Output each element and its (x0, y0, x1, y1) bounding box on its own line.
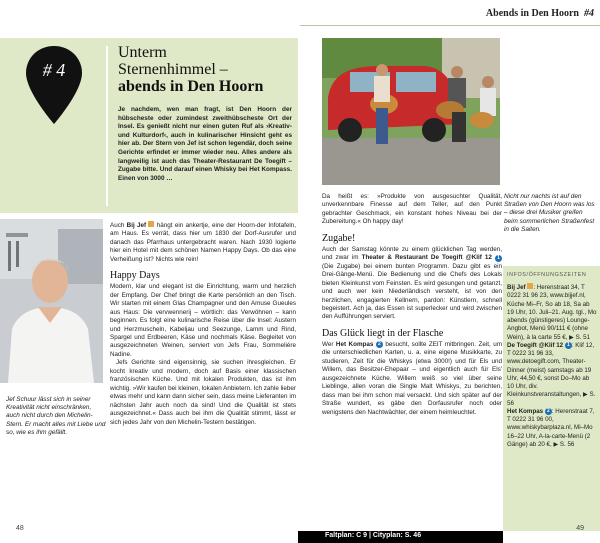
paragraph-happy-days: Modern, klar und elegant ist die Einrichtung, warm und herzlich der Empfang. Der Chef bringt die Karte persönlich an den Tisch. Wir starten mit einem Glas Champagner und den Amuse Gueules aus Haus: Die vervwennerij – wörtlich: das Verwöhnen – kann beginnen. Es folgt eine kulinarische Reise über die Insel: Austern und Herzmuscheln, Kabeljau und Seezunge, Lamm und Rind, Spargel und Erdbeeren, Käse und nochmals Käse. Begleitet von ausgezeichneten Weinen, serviert von Jefs Frau, Sommelière Nadine. (110, 283, 296, 358)
info-entry-name: Bij Jef (507, 284, 526, 291)
chef-photo (0, 219, 103, 383)
chapter-intro: Je nachdem, wen man fragt, ist Den Hoorn der hübscheste oder zumindest zweithübscheste Ort der Insel. Es genießt nicht nur einen guten Ruf als ›Kreativ- und Kulturdorf‹, auch in kulinarischer Hinsicht geht es hier ab. Der Stern von Jef ist schon legendär, doch seine Gerichte erfindet er immer wieder neu. Alles andere als langweilig ist auch das Theater-Restaurant De Toegift – Zugabe bitte. Und darauf einen Whisky bei Het Kompass. Einen von 3000 … (118, 106, 292, 182)
paragraph-happy-day: Da heißt es: »Produkte von ausgesuchter Qualität, unverkennbare Finesse auf dem Teller, auf den Punkt gebrachter Geschmack, ein konstant hohes Niveau bei der Zubereitung.« Oh happy day! (322, 193, 502, 226)
faltplan-reference: Faltplan: C 9 | Cityplan: S. 46 (325, 532, 422, 539)
heading-zugabe: Zugabe! (322, 232, 356, 244)
chapter-title-line3: abends in Den Hoorn (118, 78, 264, 95)
title-divider (106, 46, 108, 206)
venue-name-kompas: Het Kompas (335, 340, 374, 348)
info-entry-name: Het Kompas (507, 407, 544, 415)
paragraph-zugabe (322, 246, 502, 322)
info-entry-text: : Klif 12, T 0222 31 96 33, www.detoegift.com, Theater-Dinner (meist) samstags ab 19 Uhr, 44,50 €, sonst Do–Mo ab 10 Uhr, div. Kleinkunstveranstaltungen, ▶ S. 56 (507, 341, 596, 407)
running-header-number: #4 (584, 8, 594, 19)
running-header-title: Abends in Den Hoorn (485, 8, 579, 19)
info-box-title: INFOS/ÖFFNUNGSZEITEN (507, 272, 587, 278)
chapter-title-line2: Sternenhimmel – (118, 61, 228, 78)
article-column-right (322, 193, 502, 417)
venue-name-toegift: Theater & Restaurant De Toegift @Klif 12 (361, 254, 492, 262)
page-number-right: 49 (576, 525, 584, 532)
info-entry-bij-jef (507, 283, 597, 342)
running-header (486, 8, 594, 19)
text: besucht, sollte ZEIT mitbringen. Zeit, um die unterschiedlichen Karten, u. a. eine eigene Musikkarte, zu studieren, Zeit für die Whiskys (etwa 3000!) und für Els und Willem, das Besitzer-Ehepaar – und eigentlich auch für Els' ausgezeichnete Küche. Willem weiß so viel über seine Lieblinge, allen voran die Single Malt Whiskys, zu berichten, dass man bei ihm schon mal versackt. Und sich später auf der Straße wundert, es gäbe den Dorfausrufer noch oder wenigstens den Nachtwächter, der einem heimleuchtet. (322, 340, 502, 416)
marker-2-icon: 2 (545, 408, 552, 415)
page-number-left: 48 (16, 525, 24, 532)
musicians-photo-caption: Nicht nur nachts ist auf den Straßen von Den Hoorn was los – diese drei Musiker greifen beim sommerlichen Straßenfest in die Saiten. (504, 193, 595, 233)
venue-name-bij-jef: Bij Jef (126, 222, 147, 229)
paragraph-gerichte: Jefs Gerichte sind eigensinnig, sie suchen ihresgleichen. Er kocht kreativ und modern, doch auf Basis einer klassischen französischen Küche. Und mit lokalen Produkten, das ist ihm wichtig. »Wir kaufen bei kleinen, lokalen Anbietern. Ich zahle lieber etwas mehr und kann dann sicher sein, dass meine Lieferanten im nächsten Jahr auch noch da sind! Und die Qualität ist stets ausgezeichnet.« Dass auch bei ihm die Qualität stimmt, lässt er sich jedes Jahr von den Michelin-Testern bestätigen. (110, 359, 296, 426)
paragraph-kompas (322, 341, 502, 417)
header-rule (300, 25, 600, 26)
chef-photo-caption: Jef Schuur lässt sich in seiner Kreativität nicht einschränken, auch nicht durch den Michelin-Stern. Er macht alles mit Liebe und so, wie es ihm gefällt. (6, 396, 106, 436)
marker-1-icon: 1 (495, 255, 502, 262)
marker-1-icon: 1 (565, 342, 572, 349)
marker-2-icon: 2 (376, 341, 383, 348)
info-entry-name: De Toegift @Klif 12 (507, 341, 564, 349)
text: hängt ein ankertje, eine der Hoorn-der Infotafeln, am Haus. Es verrät, dass hier um 1830 der Dorf-Ausrufer und danach das Pfarrhaus untergebracht waren. Nach 1930 logierte hier ein Hotel mit dem schönen Namen Happy Days. Ob das eine Verheißung ist? Nichts wie rein! (110, 222, 296, 263)
location-pin-icon (24, 44, 84, 126)
heading-glueck: Das Glück liegt in der Flasche (322, 327, 444, 339)
text: Auch (110, 222, 127, 229)
info-entry-kompas (507, 408, 597, 449)
info-box-body (507, 283, 597, 449)
heading-happy-days: Happy Days (110, 270, 160, 282)
info-entry-toegift (507, 342, 597, 408)
text: Auch der Samstag könnte zu einem glücklichen Tag werden, und zwar im (322, 245, 502, 262)
pin-label: # 4 (42, 60, 66, 80)
text: (Die Zugabe) bei einem bunten Programm. Dazu gibt es ein Drei-Gänge-Menü. Die Bedienung und die Chefs des Lokals bieten Kleinkunst vom Feinsten. Es wird gesungen und getanzt, und auch wer kein Niederländisch versteht, ist von den herzlichen, engagierten Kellnern, pardon: Künstlern, schnell begeistert. Ach ja, das Essen ist superlecker und wird zwischen den Aufführungen serviert. (322, 262, 502, 321)
paragraph-bij-jef (110, 221, 296, 264)
article-column-left (110, 221, 296, 427)
text: Wer (322, 340, 336, 348)
musicians-photo (322, 38, 500, 185)
chapter-title-line1: Unterm (118, 44, 167, 61)
info-entry-text: : Herenstraat 7, T 0222 31 96 00, www.whiskybarplaza.nl, Mi–Mo 16–22 Uhr, A-la-carte-Menü (2 Gänge) ab 20 €, ▶ S. 56 (507, 407, 595, 448)
info-entry-text: : Herenstraat 34, T 0222 31 96 23, www.bijjef.nl, Küche Mi–Fr, So ab 18, Sa ab 19 Uhr, 10. Juli–21. Aug. tgl., Mo abends (günstigeres) Lounge-Angbot, Menü 90/111 € (ohne Wein), à la carte 55 €, ▶ S. 51 (507, 284, 597, 341)
